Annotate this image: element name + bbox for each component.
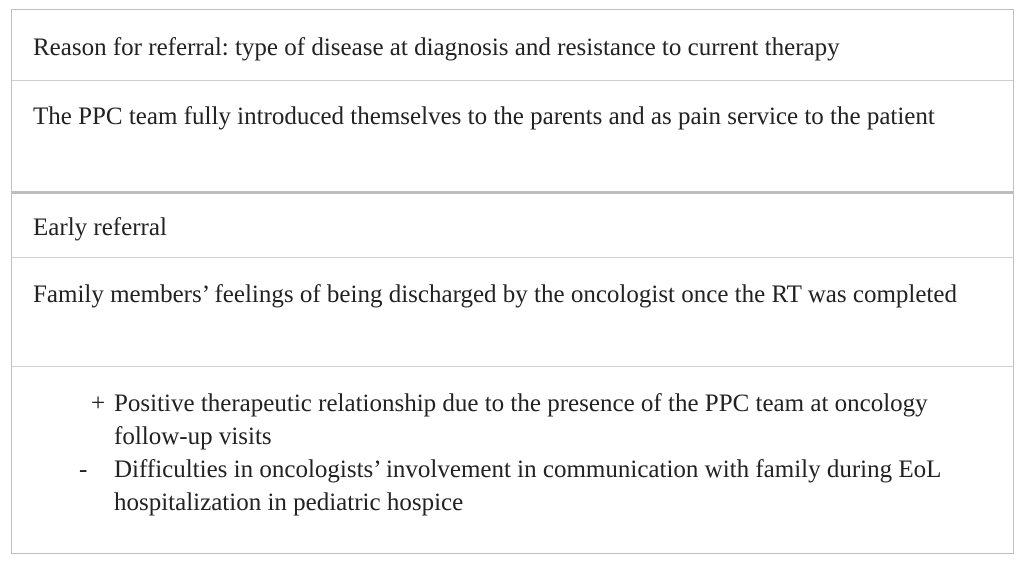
row-text: Early referral — [33, 214, 167, 241]
table-row-early-referral — [12, 191, 1013, 257]
negative-note-text: Difficulties in oncologists’ involvement in communication with family during EoL hospitalization in pediatric hospice — [114, 456, 941, 516]
positive-note-text: Positive therapeutic relationship due to the presence of the PPC team at oncology follow-up visits — [114, 390, 928, 450]
plus-symbol: + — [91, 390, 106, 417]
table-row-referral-reason — [12, 10, 1013, 80]
table-row-team-introduction — [12, 80, 1013, 191]
positive-note — [91, 387, 993, 453]
findings-table — [11, 9, 1014, 554]
table-row-family-feelings — [12, 257, 1013, 366]
table-row-relationship-notes — [12, 366, 1013, 553]
row-text: Family members’ feelings of being discharged by the oncologist once the RT was completed — [33, 281, 957, 308]
row-text: The PPC team fully introduced themselves to the parents and as pain service to the patient — [33, 103, 935, 130]
negative-note — [79, 453, 993, 519]
minus-symbol: - — [79, 456, 88, 483]
row-text: Reason for referral: type of disease at diagnosis and resistance to current therapy — [33, 34, 840, 61]
